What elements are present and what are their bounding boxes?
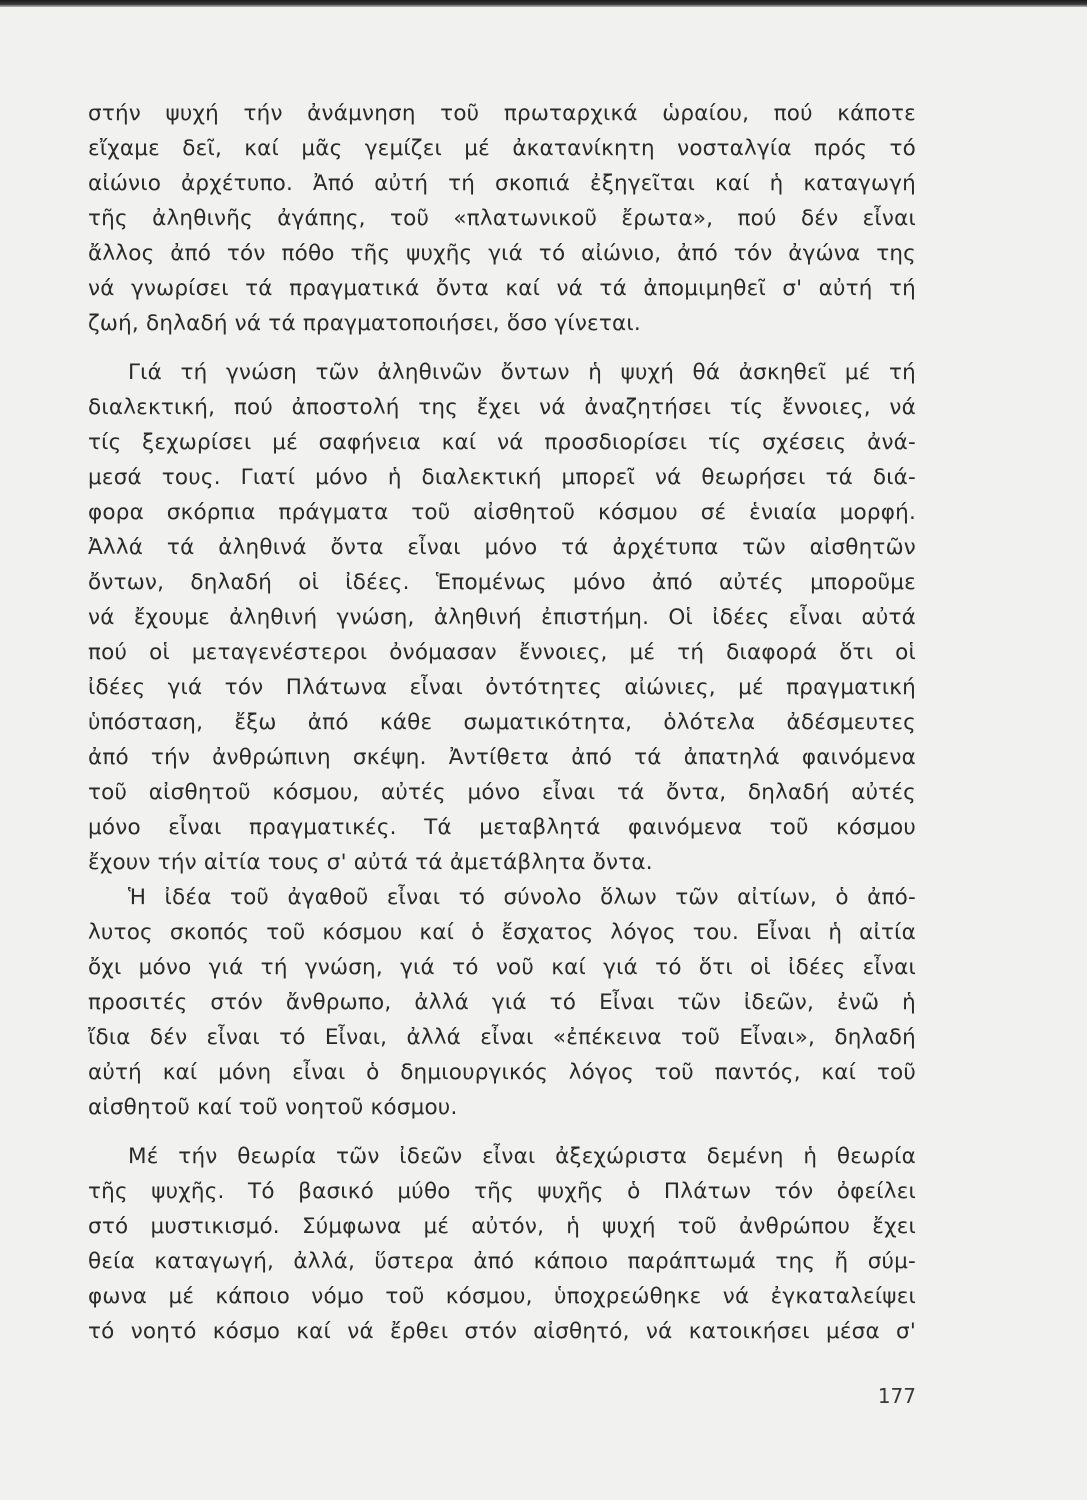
paragraph-1 <box>88 96 916 341</box>
text-line: Ἡ ἰδέα τοῦ ἀγαθοῦ εἶναι τό σύνολο ὅλων τῶν αἰτίων, ὁ ἀπό- <box>128 885 916 910</box>
text-line: μεσά τους. Γιατί μόνο ἡ διαλεκτική μπορεῖ νά θεωρήσει τά διά- <box>88 465 916 490</box>
text-line: Γιά τή γνώση τῶν ἀληθινῶν ὄντων ἡ ψυχή θά ἀσκηθεῖ μέ τή <box>128 360 916 385</box>
paragraph-2 <box>88 355 916 880</box>
text-line: ἴδια δέν εἶναι τό Εἶναι, ἀλλά εἶναι «ἐπέκεινα τοῦ Εἶναι», δηλαδή <box>88 1025 916 1050</box>
book-page-text <box>88 96 916 1349</box>
text-line: αὐτή καί μόνη εἶναι ὁ δημιουργικός λόγος τοῦ παντός, καί τοῦ <box>88 1060 916 1085</box>
paragraph-3 <box>88 880 916 1125</box>
text-line: νά γνωρίσει τά πραγματικά ὄντα καί νά τά ἀπομιμηθεῖ σ' αὐτή τή <box>88 276 916 301</box>
text-line: τίς ξεχωρίσει μέ σαφήνεια καί νά προσδιορίσει τίς σχέσεις ἀνά- <box>88 430 916 455</box>
text-line: ἔχουν τήν αἰτία τους σ' αὐτά τά ἀμετάβλητα ὄντα. <box>88 850 653 875</box>
paragraph-4 <box>88 1139 916 1349</box>
text-line: Ἀλλά τά ἀληθινά ὄντα εἶναι μόνο τά ἀρχέτυπα τῶν αἰσθητῶν <box>88 535 916 560</box>
text-line: ἰδέες γιά τόν Πλάτωνα εἶναι ὀντότητες αἰώνιες, μέ πραγματική <box>88 675 916 700</box>
text-line: διαλεκτική, πού ἀποστολή της ἔχει νά ἀναζητήσει τίς ἔννοιες, νά <box>88 395 916 420</box>
text-line: στό μυστικισμό. Σύμφωνα μέ αὐτόν, ἡ ψυχή τοῦ ἀνθρώπου ἔχει <box>88 1214 916 1239</box>
paragraph-gap <box>88 1125 916 1139</box>
text-line: ὄχι μόνο γιά τή γνώση, γιά τό νοῦ καί γιά τό ὅτι οἱ ἰδέες εἶναι <box>88 955 916 980</box>
text-line: τῆς ἀληθινῆς ἀγάπης, τοῦ «πλατωνικοῦ ἔρωτα», πού δέν εἶναι <box>88 206 916 231</box>
text-line: ἄλλος ἀπό τόν πόθο τῆς ψυχῆς γιά τό αἰώνιο, ἀπό τόν ἀγώνα της <box>88 241 916 266</box>
text-line: λυτος σκοπός τοῦ κόσμου καί ὁ ἔσχατος λόγος του. Εἶναι ἡ αἰτία <box>88 920 916 945</box>
text-line: θεία καταγωγή, ἀλλά, ὕστερα ἀπό κάποιο παράπτωμά της ἤ σύμ- <box>88 1249 916 1274</box>
page-number: 177 <box>877 1384 916 1408</box>
text-line: φωνα μέ κάποιο νόμο τοῦ κόσμου, ὑποχρεώθηκε νά ἐγκαταλείψει <box>88 1284 916 1309</box>
text-line: εἴχαμε δεῖ, καί μᾶς γεμίζει μέ ἀκατανίκητη νοσταλγία πρός τό <box>88 136 916 161</box>
text-line: ὑπόσταση, ἔξω ἀπό κάθε σωματικότητα, ὁλότελα ἀδέσμευτες <box>88 710 916 735</box>
text-line: προσιτές στόν ἄνθρωπο, ἀλλά γιά τό Εἶναι τῶν ἰδεῶν, ἐνῶ ἡ <box>88 990 916 1015</box>
text-line: ζωή, δηλαδή νά τά πραγματοποιήσει, ὅσο γίνεται. <box>88 311 641 336</box>
text-line: νά ἔχουμε ἀληθινή γνώση, ἀληθινή ἐπιστήμη. Οἱ ἰδέες εἶναι αὐτά <box>88 605 916 630</box>
text-line: τοῦ αἰσθητοῦ κόσμου, αὐτές μόνο εἶναι τά ὄντα, δηλαδή αὐτές <box>88 780 916 805</box>
text-line: μόνο εἶναι πραγματικές. Τά μεταβλητά φαινόμενα τοῦ κόσμου <box>88 815 916 840</box>
text-line: αἰσθητοῦ καί τοῦ νοητοῦ κόσμου. <box>88 1095 458 1120</box>
text-line: αἰώνιο ἀρχέτυπο. Ἀπό αὐτή τή σκοπιά ἐξηγεῖται καί ἡ καταγωγή <box>88 171 916 196</box>
text-line: φορα σκόρπια πράγματα τοῦ αἰσθητοῦ κόσμου σέ ἑνιαία μορφή. <box>88 500 916 525</box>
text-line: Μέ τήν θεωρία τῶν ἰδεῶν εἶναι ἀξεχώριστα δεμένη ἡ θεωρία <box>128 1144 916 1169</box>
text-line: πού οἱ μεταγενέστεροι ὀνόμασαν ἔννοιες, μέ τή διαφορά ὅτι οἱ <box>88 640 916 665</box>
text-line: ἀπό τήν ἀνθρώπινη σκέψη. Ἀντίθετα ἀπό τά ἀπατηλά φαινόμενα <box>88 745 916 770</box>
paragraph-gap <box>88 341 916 355</box>
text-line: τῆς ψυχῆς. Τό βασικό μύθο τῆς ψυχῆς ὁ Πλάτων τόν ὀφείλει <box>88 1179 916 1204</box>
text-line: τό νοητό κόσμο καί νά ἔρθει στόν αἰσθητό, νά κατοικήσει μέσα σ' <box>88 1319 916 1344</box>
text-line: στήν ψυχή τήν ἀνάμνηση τοῦ πρωταρχικά ὡραίου, πού κάποτε <box>88 101 916 126</box>
scan-top-edge <box>0 0 1087 7</box>
text-line: ὄντων, δηλαδή οἱ ἰδέες. Ἑπομένως μόνο ἀπό αὐτές μποροῦμε <box>88 570 916 595</box>
